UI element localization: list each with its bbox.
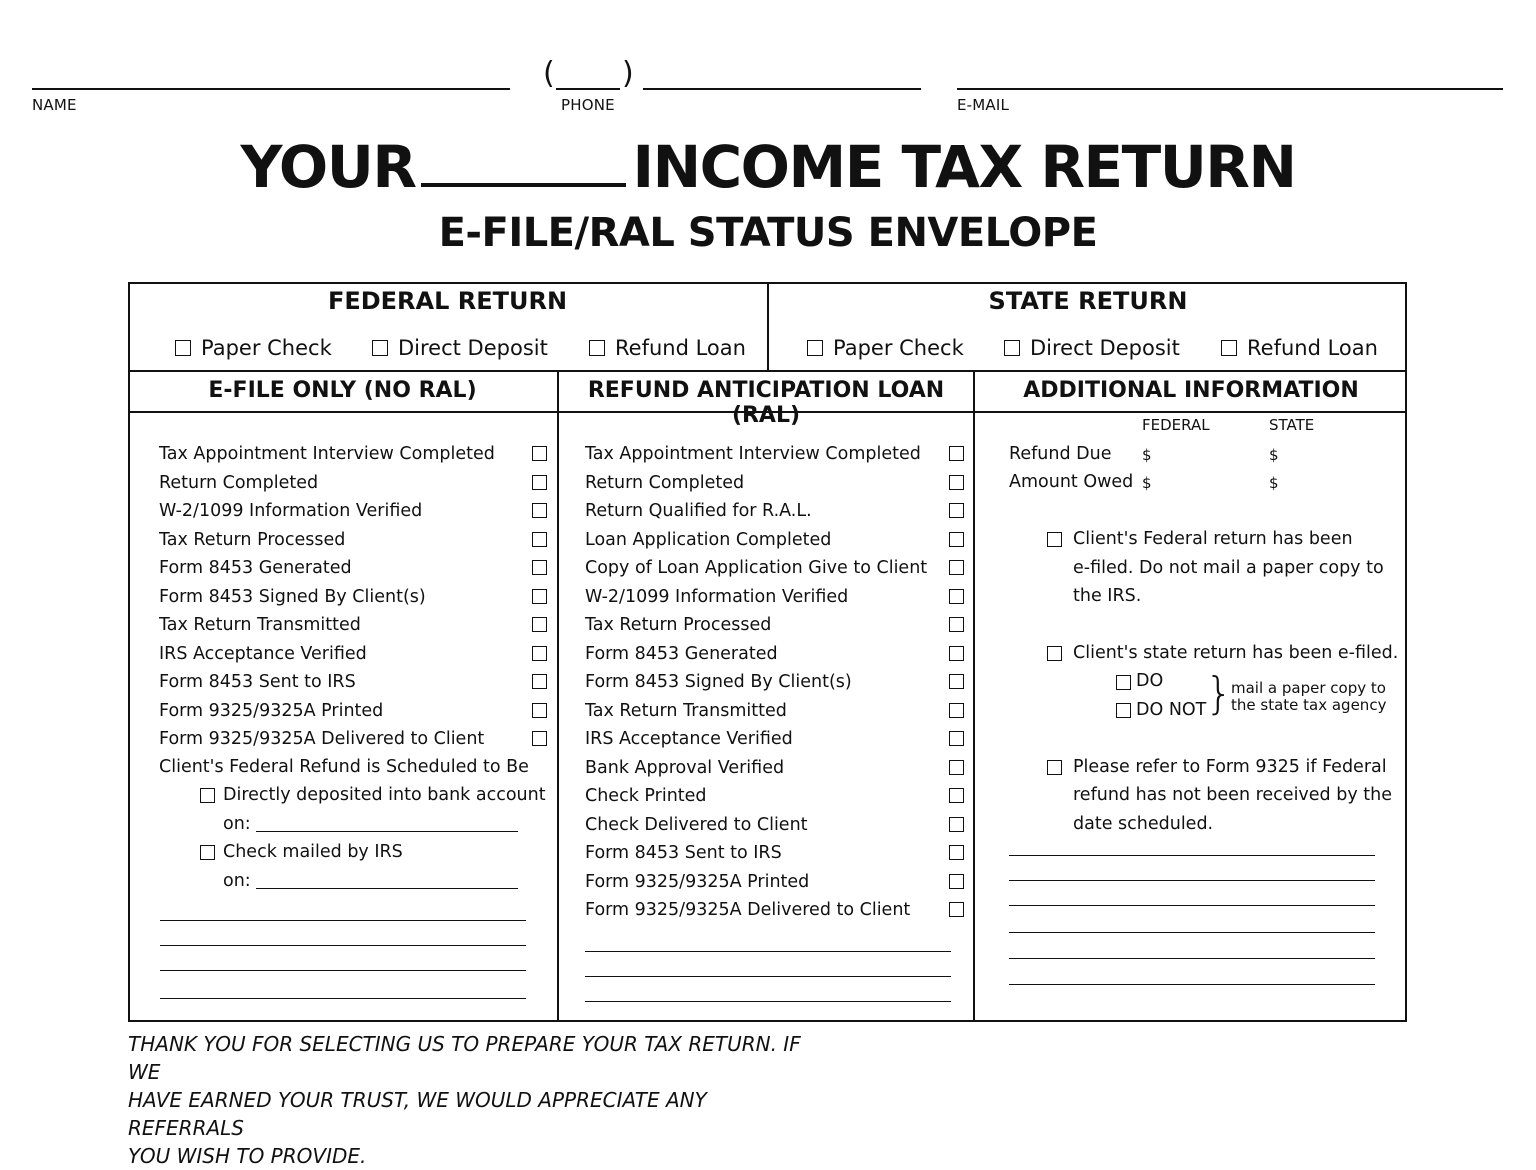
ral-item-checkbox[interactable] xyxy=(949,617,964,632)
thank-you-line-2: HAVE EARNED YOUR TRUST, WE WOULD APPRECIATE ANY REFERRALS xyxy=(128,1088,707,1140)
checkbox[interactable] xyxy=(807,340,823,356)
efile-item-checkbox[interactable] xyxy=(532,674,547,689)
phone-area-code-line[interactable] xyxy=(556,88,620,90)
option-label: Direct Deposit xyxy=(1030,336,1180,360)
ral-item-label: Return Qualified for R.A.L. xyxy=(585,501,812,521)
checkbox[interactable] xyxy=(1221,340,1237,356)
efile-notes-line[interactable] xyxy=(160,970,526,971)
federal-efiled-checkbox[interactable] xyxy=(1047,532,1062,547)
federal-direct-deposit-option[interactable] xyxy=(372,336,548,360)
do-mail-label: DO xyxy=(1136,671,1164,691)
refer-form-9325-checkbox[interactable] xyxy=(1047,760,1062,775)
federal-efiled-line-2: e-filed. Do not mail a paper copy to xyxy=(1073,558,1384,578)
deposit-date-line[interactable] xyxy=(256,831,518,832)
ral-item-checkbox[interactable] xyxy=(949,902,964,917)
ral-item-checkbox[interactable] xyxy=(949,703,964,718)
amount-owed-label: Amount Owed xyxy=(1009,472,1134,492)
mail-note-line-1: mail a paper copy to xyxy=(1231,679,1386,697)
efile-item-checkbox[interactable] xyxy=(532,617,547,632)
column-divider-1 xyxy=(557,370,559,1022)
efile-item-checkbox[interactable] xyxy=(532,646,547,661)
efile-item-checkbox[interactable] xyxy=(532,589,547,604)
page-title xyxy=(0,133,1536,201)
title-income-tax-return: INCOME TAX RETURN xyxy=(632,133,1296,201)
option-label: Paper Check xyxy=(833,336,964,360)
ral-item-checkbox[interactable] xyxy=(949,674,964,689)
top-section-divider xyxy=(128,370,1407,372)
state-efiled-checkbox[interactable] xyxy=(1047,646,1062,661)
ral-heading: REFUND ANTICIPATION LOAN (RAL) xyxy=(587,378,945,428)
additional-heading: ADDITIONAL INFORMATION xyxy=(1023,378,1359,403)
ral-item-checkbox[interactable] xyxy=(949,845,964,860)
email-line[interactable] xyxy=(957,88,1503,90)
ral-item-label: Tax Return Transmitted xyxy=(585,700,787,721)
efile-notes-line[interactable] xyxy=(160,998,526,999)
efile-item-label: Form 9325/9325A Delivered to Client xyxy=(159,729,485,749)
ral-item-label: Tax Return Processed xyxy=(585,615,772,635)
ral-item-checkbox[interactable] xyxy=(949,589,964,604)
ral-item-checkbox[interactable] xyxy=(949,874,964,889)
ral-notes-line[interactable] xyxy=(585,951,951,952)
ral-item-label: Form 8453 Generated xyxy=(585,643,778,664)
ral-item-label: W-2/1099 Information Verified xyxy=(585,586,849,607)
name-line[interactable] xyxy=(32,88,510,90)
efile-item-checkbox[interactable] xyxy=(532,503,547,518)
state-column-label: STATE xyxy=(1269,416,1315,434)
efile-item-checkbox[interactable] xyxy=(532,731,547,746)
deposit-on-label: on: xyxy=(223,814,251,834)
state-direct-deposit-option[interactable] xyxy=(1004,336,1180,360)
ral-item-checkbox[interactable] xyxy=(949,560,964,575)
additional-notes-line[interactable] xyxy=(1009,905,1375,906)
thank-you-line-3: YOU WISH TO PROVIDE. xyxy=(128,1144,367,1168)
federal-paper-check-option[interactable] xyxy=(175,336,332,360)
refund-due-federal-dollar: $ xyxy=(1142,446,1152,464)
state-efiled-label: Client's state return has been e-filed. xyxy=(1073,643,1399,663)
efile-notes-line[interactable] xyxy=(160,920,526,921)
refer-note-line-3: date scheduled. xyxy=(1073,814,1214,834)
direct-deposit-checkbox[interactable] xyxy=(200,788,215,803)
checkbox[interactable] xyxy=(175,340,191,356)
additional-notes-line[interactable] xyxy=(1009,984,1375,985)
phone-close-paren: ) xyxy=(622,56,634,91)
state-return-heading: STATE RETURN xyxy=(988,287,1188,315)
ral-item-checkbox[interactable] xyxy=(949,731,964,746)
option-label: Direct Deposit xyxy=(398,336,548,360)
efile-item-label: Tax Return Processed xyxy=(159,529,346,550)
federal-efiled-line-3: the IRS. xyxy=(1073,586,1142,606)
ral-item-label: IRS Acceptance Verified xyxy=(585,729,793,749)
ral-notes-line[interactable] xyxy=(585,1001,951,1002)
ral-item-label: Form 8453 Signed By Client(s) xyxy=(585,672,852,692)
ral-item-label: Return Completed xyxy=(585,472,745,493)
efile-heading: E-FILE ONLY (NO RAL) xyxy=(208,378,477,403)
refer-note-line-1: Please refer to Form 9325 if Federal xyxy=(1073,757,1387,777)
option-label: Refund Loan xyxy=(1247,336,1378,360)
efile-item-label: W-2/1099 Information Verified xyxy=(159,501,423,521)
refund-due-label: Refund Due xyxy=(1009,444,1112,464)
thank-you-note xyxy=(128,1030,828,1170)
phone-label: PHONE xyxy=(561,96,615,114)
ral-item-checkbox[interactable] xyxy=(949,817,964,832)
amount-owed-state-dollar: $ xyxy=(1269,474,1279,492)
phone-number-line[interactable] xyxy=(643,88,921,90)
ral-item-label: Form 9325/9325A Printed xyxy=(585,871,810,892)
check-mailed-label: Check mailed by IRS xyxy=(223,842,403,862)
ral-item-label: Form 8453 Sent to IRS xyxy=(585,843,782,863)
refer-note-line-2: refund has not been received by the xyxy=(1073,785,1392,805)
additional-notes-line[interactable] xyxy=(1009,932,1375,933)
option-label: Refund Loan xyxy=(615,336,746,360)
tax-year-blank[interactable] xyxy=(421,135,626,187)
column-divider-2 xyxy=(973,370,975,1022)
additional-notes-line[interactable] xyxy=(1009,880,1375,881)
additional-notes-line[interactable] xyxy=(1009,958,1375,959)
ral-item-checkbox[interactable] xyxy=(949,760,964,775)
mailed-on-label: on: xyxy=(223,871,251,891)
ral-notes-line[interactable] xyxy=(585,976,951,977)
federal-return-heading: FEDERAL RETURN xyxy=(327,287,568,315)
direct-deposit-label: Directly deposited into bank account xyxy=(223,785,546,805)
title-your: YOUR xyxy=(240,133,416,201)
ral-item-label: Copy of Loan Application Give to Client xyxy=(585,558,928,578)
do-mail-checkbox[interactable] xyxy=(1116,675,1131,690)
do-not-mail-checkbox[interactable] xyxy=(1116,703,1131,718)
federal-column-label: FEDERAL xyxy=(1142,416,1210,434)
do-not-mail-label: DO NOT xyxy=(1136,700,1207,720)
ral-item-checkbox[interactable] xyxy=(949,788,964,803)
efile-item-label: Tax Return Transmitted xyxy=(159,615,361,635)
amount-owed-federal-dollar: $ xyxy=(1142,474,1152,492)
ral-item-checkbox[interactable] xyxy=(949,532,964,547)
efile-item-label: Form 8453 Sent to IRS xyxy=(159,672,356,692)
ral-item-label: Check Delivered to Client xyxy=(585,814,808,835)
mailed-date-line[interactable] xyxy=(256,888,518,889)
state-paper-check-option[interactable] xyxy=(807,336,964,360)
efile-item-checkbox[interactable] xyxy=(532,475,547,490)
ral-item-checkbox[interactable] xyxy=(949,446,964,461)
brace-icon: } xyxy=(1205,668,1233,719)
thank-you-line-1: THANK YOU FOR SELECTING US TO PREPARE YOUR TAX RETURN. IF WE xyxy=(128,1032,801,1084)
efile-item-checkbox[interactable] xyxy=(532,446,547,461)
checkbox[interactable] xyxy=(1004,340,1020,356)
efile-item-label: Form 8453 Generated xyxy=(159,558,352,578)
checkbox[interactable] xyxy=(589,340,605,356)
ral-item-label: Bank Approval Verified xyxy=(585,757,785,778)
ral-item-checkbox[interactable] xyxy=(949,503,964,518)
additional-notes-line[interactable] xyxy=(1009,855,1375,856)
checkbox[interactable] xyxy=(372,340,388,356)
efile-item-label: IRS Acceptance Verified xyxy=(159,643,367,664)
refund-due-state-dollar: $ xyxy=(1269,446,1279,464)
page-subtitle: E-FILE/RAL STATUS ENVELOPE xyxy=(438,210,1098,256)
phone-open-paren: ( xyxy=(543,56,555,91)
mail-note-line-2: the state tax agency xyxy=(1231,696,1387,714)
efile-item-label: Tax Appointment Interview Completed xyxy=(159,444,495,464)
ral-item-label: Tax Appointment Interview Completed xyxy=(585,444,921,464)
efile-item-label: Form 8453 Signed By Client(s) xyxy=(159,586,426,607)
ral-item-label: Form 9325/9325A Delivered to Client xyxy=(585,900,911,920)
check-mailed-checkbox[interactable] xyxy=(200,845,215,860)
name-label: NAME xyxy=(32,96,77,114)
state-refund-loan-option[interactable] xyxy=(1221,336,1378,360)
ral-item-label: Check Printed xyxy=(585,786,707,806)
efile-item-checkbox[interactable] xyxy=(532,560,547,575)
efile-item-checkbox[interactable] xyxy=(532,703,547,718)
federal-refund-loan-option[interactable] xyxy=(589,336,746,360)
efile-item-label: Return Completed xyxy=(159,472,319,493)
federal-efiled-line-1: Client's Federal return has been xyxy=(1073,529,1353,549)
efile-notes-line[interactable] xyxy=(160,945,526,946)
efile-item-label: Form 9325/9325A Printed xyxy=(159,700,384,721)
schedule-label: Client's Federal Refund is Scheduled to Be xyxy=(159,757,529,777)
ral-item-checkbox[interactable] xyxy=(949,646,964,661)
efile-item-checkbox[interactable] xyxy=(532,532,547,547)
ral-item-checkbox[interactable] xyxy=(949,475,964,490)
email-label: E-MAIL xyxy=(957,96,1010,114)
ral-item-label: Loan Application Completed xyxy=(585,529,832,550)
option-label: Paper Check xyxy=(201,336,332,360)
